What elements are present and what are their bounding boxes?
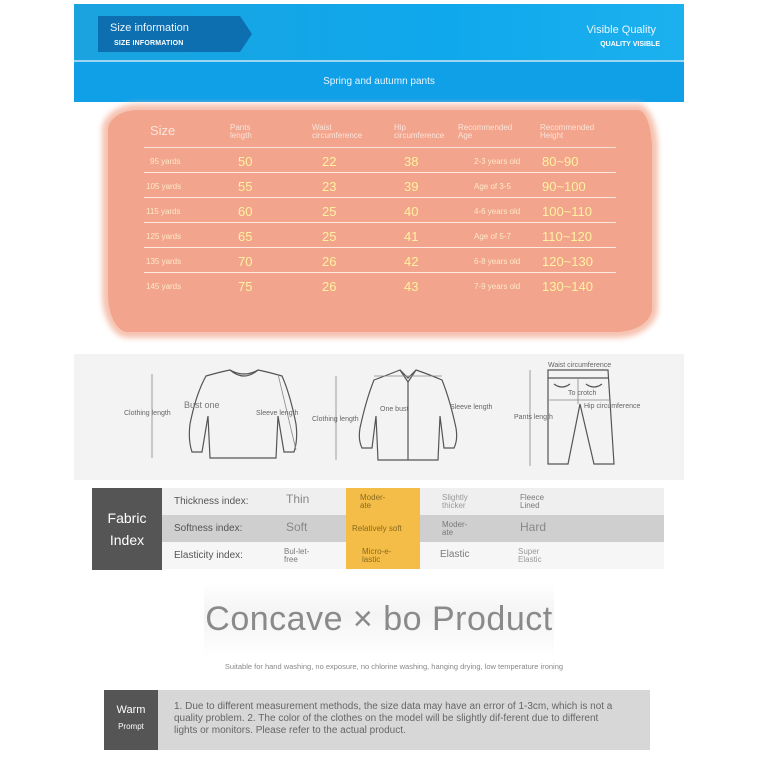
cell-height: 90~100 <box>542 179 586 194</box>
cell-hip: 41 <box>404 229 419 244</box>
cell-age: 7-9 years old <box>474 282 521 291</box>
header-pants-length: Pants length <box>230 123 252 140</box>
table-row <box>144 148 616 173</box>
softness-option-relatively-soft: Relatively soft <box>352 524 402 533</box>
cell-size: 105 yards <box>146 182 182 191</box>
garment-measurement-diagrams <box>74 354 684 480</box>
thickness-option-moderate: Moder-ate <box>360 493 386 510</box>
size-info-title: Size information <box>110 22 189 34</box>
thickness-label: Thickness index: <box>174 496 249 507</box>
cell-pants-length: 70 <box>238 254 253 269</box>
elasticity-option-micro-elastic: Micro-e-lastic <box>362 547 392 564</box>
table-row <box>144 173 616 198</box>
shirt-bust-label: One bust <box>380 406 409 413</box>
thickness-option-fleece-lined: Fleece Lined <box>520 493 545 510</box>
fabric-index-heading <box>92 488 162 570</box>
cell-age: 4-6 years old <box>474 207 521 216</box>
softness-label: Softness index: <box>174 523 243 534</box>
cell-age: 2-3 years old <box>474 157 521 166</box>
elasticity-option-super-elastic: Super Elastic <box>518 547 542 564</box>
visible-quality-subtitle: QUALITY VISIBLE <box>600 41 660 48</box>
pants-crotch-label: To crotch <box>568 390 597 397</box>
cell-age: Age of 5-7 <box>474 232 511 241</box>
size-table <box>144 120 616 298</box>
cell-pants-length: 60 <box>238 204 253 219</box>
header-waist: Waist circumference <box>312 123 363 140</box>
fabric-heading-line1: Fabric <box>107 510 147 526</box>
pants-length-label: Pants length <box>514 414 553 421</box>
softness-option-moderate: Moder-ate <box>442 520 468 537</box>
cell-waist: 25 <box>322 229 337 244</box>
size-table-header <box>144 120 616 148</box>
visible-quality-title: Visible Quality <box>586 24 656 36</box>
header-recommended-height: Recommended Height <box>540 123 595 140</box>
cell-hip: 42 <box>404 254 419 269</box>
warm-prompt-text: 1. Due to different measurement methods, the size data may have an error of 1-3cm, which is not a quality problem. 2. The color of the clothes on the model will be slightly dif-ferent due to different lights or monitors. Please refer to the actual product. <box>174 701 613 736</box>
cell-waist: 23 <box>322 179 337 194</box>
shirt-length-label: Clothing length <box>312 416 359 423</box>
table-row <box>144 198 616 223</box>
cell-height: 130~140 <box>542 279 593 294</box>
cell-height: 80~90 <box>542 154 579 169</box>
cell-hip: 40 <box>404 204 419 219</box>
cell-size: 125 yards <box>146 232 182 241</box>
elasticity-label: Elasticity index: <box>174 550 243 561</box>
pants-hip-label: Hip circumference <box>584 403 641 410</box>
thickness-option-slightly-thicker: Slightly thicker <box>442 493 468 510</box>
cell-pants-length: 50 <box>238 154 253 169</box>
table-row <box>144 273 616 298</box>
cell-pants-length: 65 <box>238 229 253 244</box>
cell-height: 120~130 <box>542 254 593 269</box>
fabric-row-elasticity <box>162 542 664 569</box>
table-row <box>144 223 616 248</box>
sweater-length-label: Clothing length <box>124 410 171 417</box>
size-info-tab <box>98 16 240 52</box>
cell-size: 115 yards <box>146 207 181 216</box>
header-banner <box>74 4 684 102</box>
thickness-option-thin: Thin <box>286 492 310 506</box>
cell-age: Age of 3-5 <box>474 182 511 191</box>
fabric-row-thickness <box>162 488 664 515</box>
care-title: Concave × bo Product <box>205 600 553 638</box>
elasticity-option-bullet-free: Bul-let-free <box>284 547 310 564</box>
sweater-bust-label: Bust one <box>184 400 220 410</box>
header-recommended-age: Recommended Age <box>458 123 513 140</box>
cell-waist: 25 <box>322 204 337 219</box>
fabric-index-table <box>92 488 664 570</box>
care-note: Suitable for hand washing, no exposure, no chlorine washing, hanging drying, low temperature ironing <box>224 662 564 671</box>
shirt-illustration <box>336 370 457 460</box>
cell-age: 6-8 years old <box>474 257 521 266</box>
warm-prompt-title: Warm <box>116 704 146 716</box>
cell-waist: 26 <box>322 254 337 269</box>
warm-prompt-box <box>104 690 650 750</box>
cell-pants-length: 75 <box>238 279 253 294</box>
softness-option-soft: Soft <box>286 520 308 534</box>
cell-size: 145 yards <box>146 282 182 291</box>
sweater-sleeve-label: Sleeve length <box>256 410 299 417</box>
size-info-subtitle: SIZE INFORMATION <box>114 40 184 47</box>
elasticity-option-elastic: Elastic <box>440 549 470 560</box>
shirt-sleeve-label: Sleeve length <box>450 404 493 411</box>
cell-waist: 26 <box>322 279 337 294</box>
pants-waist-label: Waist circumference <box>548 362 612 369</box>
fabric-row-softness <box>162 515 664 542</box>
garment-illustrations <box>74 354 684 480</box>
cell-size: 95 yards <box>150 157 181 166</box>
fabric-heading-line2: Index <box>109 532 145 548</box>
softness-option-hard: Hard <box>520 520 547 534</box>
product-line-label: Spring and autumn pants <box>323 76 435 87</box>
cell-hip: 38 <box>404 154 419 169</box>
cell-hip: 43 <box>404 279 419 294</box>
table-row <box>144 248 616 273</box>
warm-prompt-subtitle: Prompt <box>118 722 144 731</box>
cell-waist: 22 <box>322 154 337 169</box>
header-hip: Hip circumference <box>394 123 445 140</box>
warm-prompt-heading <box>104 690 158 750</box>
cell-pants-length: 55 <box>238 179 253 194</box>
cell-height: 100~110 <box>542 204 593 219</box>
header-size: Size <box>150 123 176 138</box>
cell-size: 135 yards <box>146 257 182 266</box>
cell-height: 110~120 <box>542 229 593 244</box>
cell-hip: 39 <box>404 179 419 194</box>
